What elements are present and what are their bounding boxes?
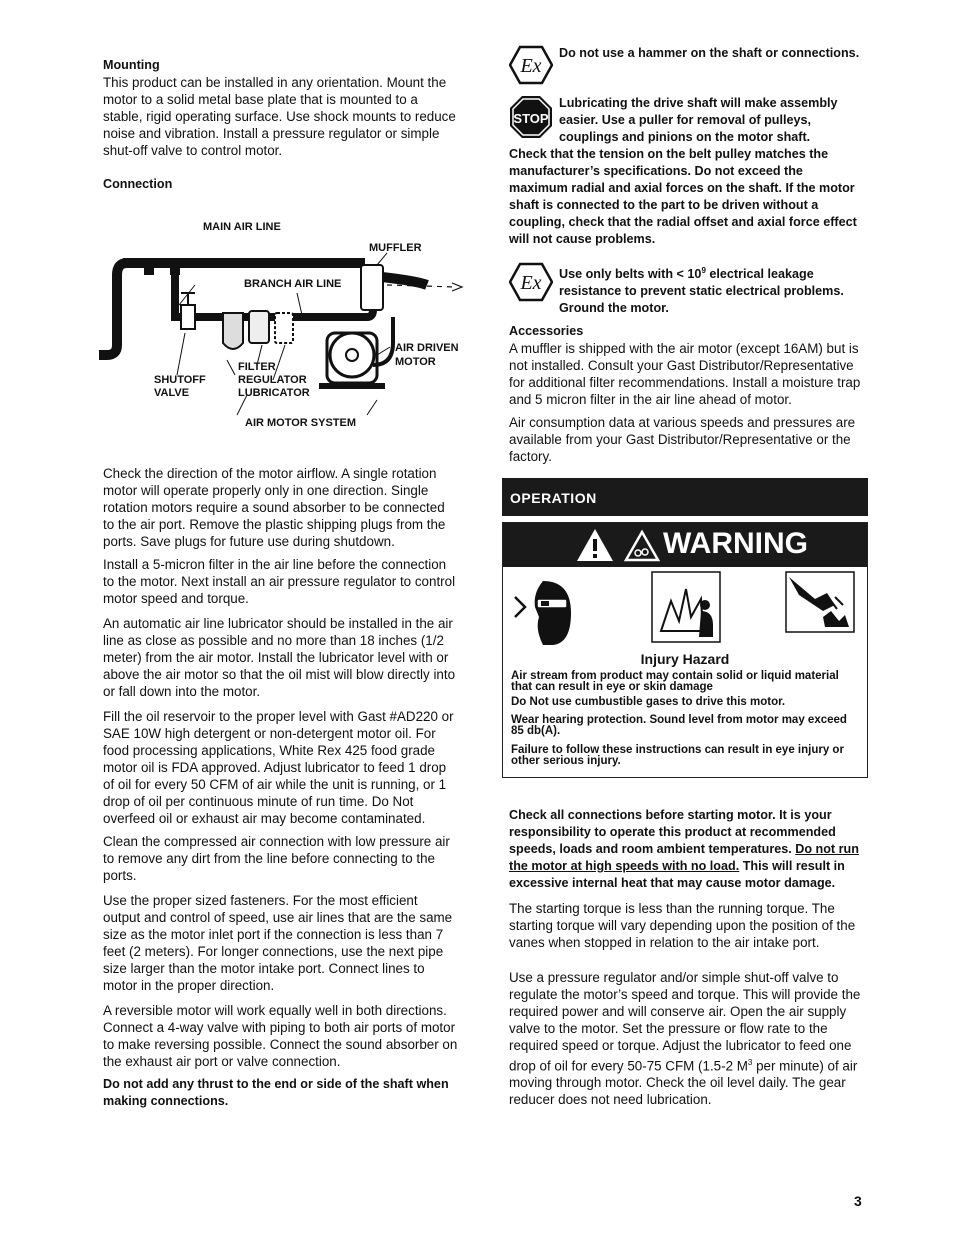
stop-note	[509, 95, 864, 146]
label-filter: FILTER	[238, 361, 276, 373]
paragraph-lubricator: An automatic air line lubricator should be installed in the air line as close as possible and no more than 18 inches (1/2 meter) from the air motor. Install the lubricator level with or above the air motor so that the oil mist will blow directly into or fall down into the motor.	[103, 616, 456, 699]
paragraph-clean: Clean the compressed air connection with low pressure air to remove any dirt from the line before connecting to the ports.	[103, 834, 450, 883]
label-lubricator: LUBRICATOR	[238, 387, 310, 399]
shutoff-valve-shape	[181, 305, 195, 329]
left-column-top	[103, 56, 458, 159]
paragraph-reversible: A reversible motor will work equally well in both directions. Connect a 4-way valve with piping to both air ports of motor to make reversing possible. Connect the sound absorber on the exhaust air port or valve connection.	[103, 1003, 458, 1069]
paragraph-thrust-warning: Do not add any thrust to the end or side of the shaft when making connections.	[103, 1077, 449, 1108]
right-column-top	[509, 45, 864, 471]
ex-note-2	[509, 262, 864, 317]
svg-text:Ex: Ex	[520, 272, 542, 294]
paragraph-airflow: Check the direction of the motor airflow. A single rotation motor will operate properly only in one direction. Single rotation motors require a sound absorber to be connected to the air port. Remove the plastic shipping plugs from the ports. Save plugs for future use during shutdown.	[103, 466, 446, 549]
starting-torque-paragraph: The starting torque is less than the running torque. The starting torque will vary depending upon the position of the vanes when stopped in relation to the air intake port.	[509, 901, 856, 950]
label-branch-air-line: BRANCH AIR LINE	[244, 278, 342, 290]
label-air-motor-system: AIR MOTOR SYSTEM	[245, 417, 357, 429]
warning-line-4: Failure to follow these instructions can result in eye injury or other serious injury.	[511, 744, 844, 767]
accessories-paragraph-2: Air consumption data at various speeds and pressures are available from your Gast Distributor/Representative or the factory.	[509, 415, 856, 465]
lubricator-shape	[275, 313, 293, 343]
skin-hazard-icon	[785, 571, 855, 633]
accessories-paragraph-1: A muffler is shipped with the air motor (except 16AM) but is not installed. Consult your Gast Distributor/Representative for additional filter recommendations. Install a moisture trap and 5 micron filter in the air line ahead of motor.	[509, 341, 861, 408]
warning-line-3: Wear hearing protection. Sound level from motor may exceed 85 db(A).	[511, 714, 847, 737]
air-motor-system-diagram	[97, 215, 472, 435]
svg-text:STOP: STOP	[513, 111, 549, 126]
mounting-heading: Mounting	[103, 58, 160, 72]
warning-box	[502, 522, 868, 778]
connection-heading-wrap	[103, 175, 458, 193]
ex-note-1-text: Do not use a hammer on the shaft or connections.	[559, 46, 860, 60]
ex-note-2-text: Use only belts with < $10^9$ electrical leakage resistance to prevent static electrical problems. Ground the motor.	[559, 266, 844, 316]
warning-title: WARNING	[663, 527, 808, 560]
pressure-regulator-paragraph: Use a pressure regulator and/or simple shut-off valve to regulate the motor’s speed and torque. This will provide the required power and will conserve air. Open the air supply valve to the motor. Set the pressure or flow rate to the required speed or torque. Adjust the lubricator to feed one drop of oil for every 50-75 CFM (1.5-2 $M^3$ per minute) of air moving through motor. Check the oil level daily. The gear reducer does not need lubrication.	[509, 970, 861, 1108]
label-motor: MOTOR	[395, 356, 436, 368]
paragraph-fasteners: Use the proper sized fasteners. For the most efficient output and control of speed, use air lines that are the same size as the motor inlet port if the connection is less than 7 feet (2 meters). For longer connections, use the next pipe size larger than the motor intake port. Connect lines to motor in the proper direction.	[103, 893, 453, 993]
label-main-air-line: MAIN AIR LINE	[203, 221, 281, 233]
left-column-body	[103, 465, 458, 1116]
regulator-shape	[249, 311, 269, 343]
ex-hexagon-icon	[509, 262, 553, 302]
stop-note-text-a: Lubricating the drive shaft will make assembly easier. Use a puller for removal of pulleys, couplings and pinions on the motor shaft.	[559, 96, 838, 144]
label-muffler: MUFFLER	[369, 242, 422, 254]
operation-header: OPERATION	[502, 478, 868, 516]
accessories-heading: Accessories	[509, 324, 584, 339]
check-connections-paragraph: Check all connections before starting motor. It is your responsibility to operate this product at recommended speeds, loads and room ambient temperatures. Do not run the motor at high speeds with no load. This will result in excessive internal heat that may cause motor damage.	[509, 808, 859, 890]
label-valve: VALVE	[154, 387, 190, 399]
face-shield-icon	[513, 573, 573, 649]
accessories-section	[509, 323, 864, 465]
warning-header	[503, 523, 867, 567]
label-shutoff: SHUTOFF	[154, 374, 206, 386]
warning-line-1: Air stream from product may contain solid or liquid material that can result in eye or skin damage	[511, 670, 839, 693]
ex-note-1	[509, 45, 864, 85]
explosion-hazard-icon	[651, 571, 721, 643]
mounting-text: This product can be installed in any orientation. Mount the motor to a solid metal base plate that is mounted to a stable, rigid operating surface. Use shock mounts to reduce noise and vibration. Install a pressure regulator or simple shut-off valve to control motor.	[103, 75, 456, 158]
connection-heading: Connection	[103, 177, 173, 191]
filter-shape	[223, 313, 243, 349]
ex-hexagon-icon	[509, 45, 553, 85]
page-number: 3	[854, 1193, 862, 1209]
injury-hazard-title: Injury Hazard	[640, 651, 730, 667]
muffler-shape	[361, 265, 383, 310]
warning-line-2: Do Not use cumbustible gases to drive this motor.	[511, 696, 786, 708]
warning-triangle-small-icon	[624, 530, 660, 562]
stop-sign-icon	[509, 95, 553, 139]
paragraph-oil: Fill the oil reservoir to the proper level with Gast #AD220 or SAE 10W high detergent or non-detergent motor oil. For food processing applications, White Rex 425 food grade motor oil is FDA approved. Adjust lubricator to feed 1 drop of oil for every 50 CFM of air while the unit is running, or 1 drop of oil per continuous minute of run time. Do Not overfeed oil or exhaust air may become contaminated.	[103, 709, 454, 826]
label-regulator: REGULATOR	[238, 374, 307, 386]
stop-note-text-b: Check that the tension on the belt pulley matches the manufacturer’s specifications. Do not exceed the maximum radial and axial forces on the shaft. If the motor shaft is connected to the part to be driven without a coupling, check that the radial offset and axial force effect will not cause problems.	[509, 147, 857, 246]
label-air-driven: AIR DRIVEN	[395, 342, 459, 354]
warning-triangle-icon	[575, 527, 615, 563]
right-column-operation	[509, 807, 864, 1114]
svg-text:Ex: Ex	[520, 55, 542, 77]
paragraph-filter: Install a 5-micron filter in the air line before the connection to the motor. Next install an air pressure regulator to control motor speed and torque.	[103, 557, 456, 606]
